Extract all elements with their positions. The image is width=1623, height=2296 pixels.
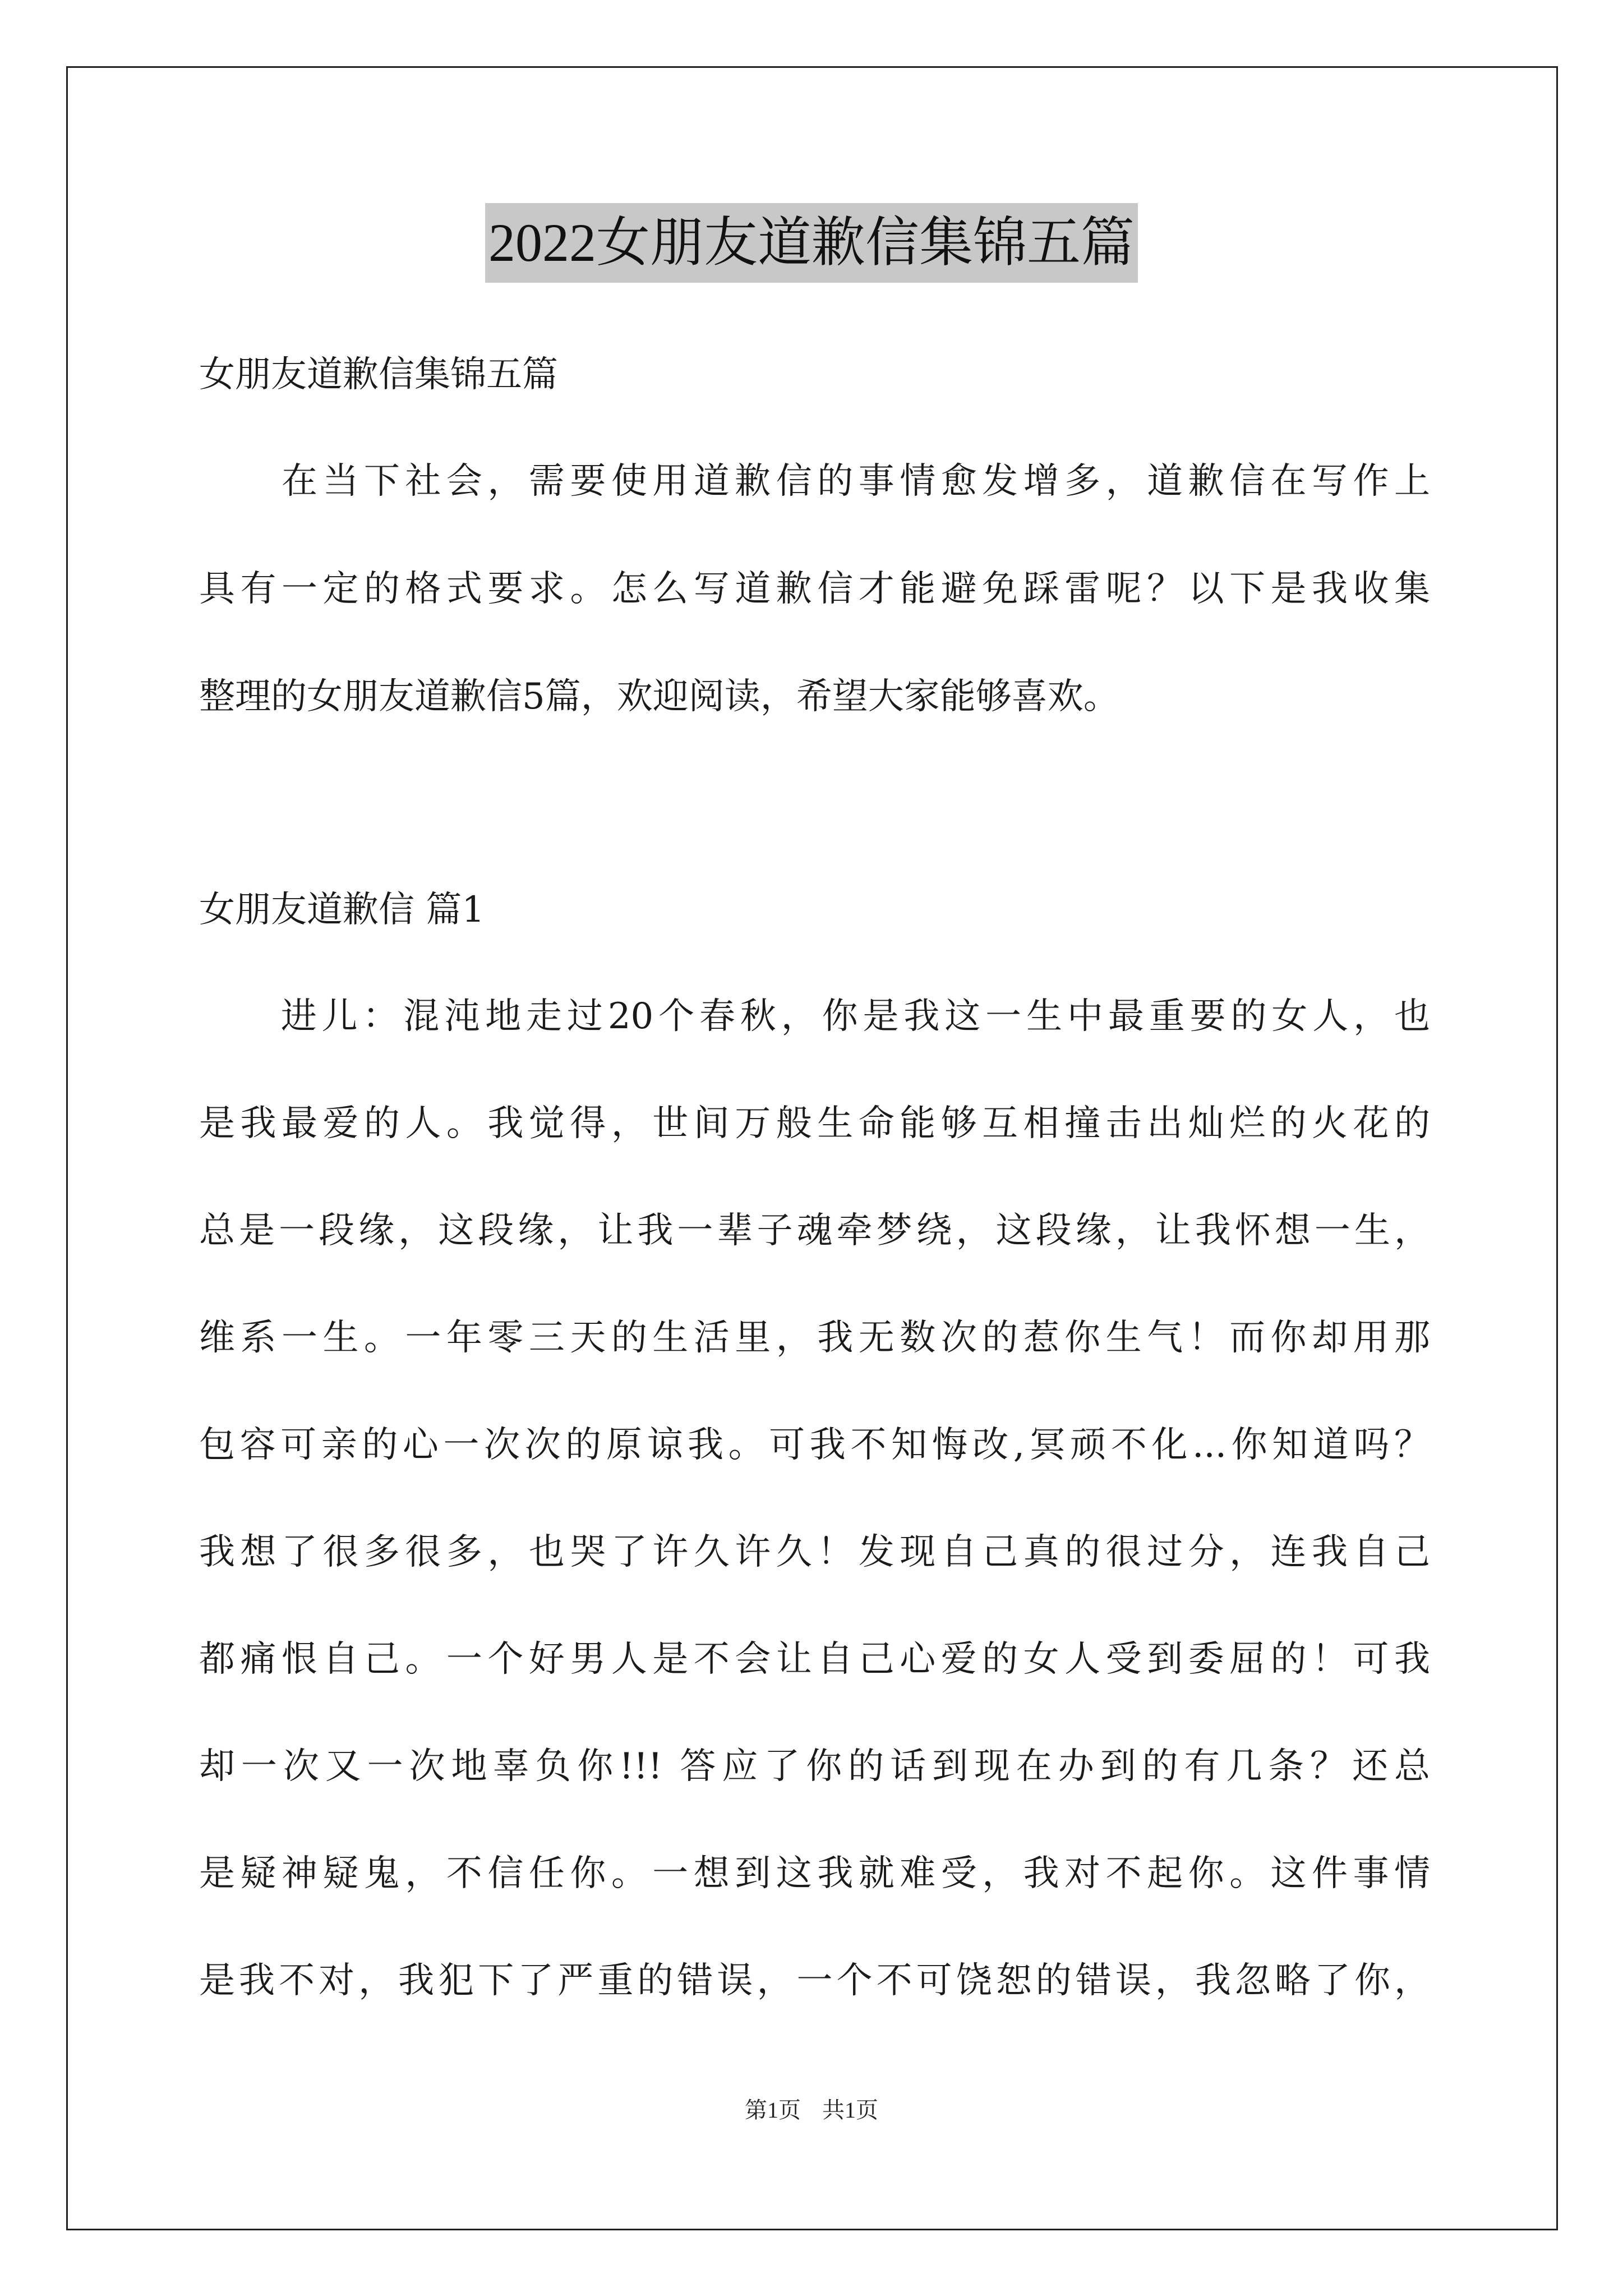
section-line-8: 却一次又一次地辜负你!!! 答应了你的话到现在办到的有几条？还总 [199, 1746, 1430, 1787]
section-line-9: 是疑神疑鬼，不信任你。一想到这我就难受，我对不起你。这件事情 [199, 1853, 1430, 1894]
section-line-3: 总是一段缘，这段缘，让我一辈子魂牵梦绕，这段缘，让我怀想一生， [199, 1210, 1430, 1251]
page-footer [0, 2092, 1623, 2124]
title-container [0, 203, 1623, 283]
section-line-2: 是我最爱的人。我觉得，世间万般生命能够互相撞击出灿烂的火花的 [199, 1103, 1430, 1144]
page-total: 共1页 [822, 2097, 878, 2123]
section-line-5: 包容可亲的心一次次的原谅我。可我不知悔改,冥顽不化...你知道吗？ [199, 1424, 1430, 1466]
section-line-6: 我想了很多很多，也哭了许久许久！发现自己真的很过分，连我自己 [199, 1531, 1430, 1573]
section-heading: 女朋友道歉信 篇1 [199, 889, 485, 931]
subtitle: 女朋友道歉信集锦五篇 [199, 354, 558, 395]
section-line-10: 是我不对，我犯下了严重的错误，一个不可饶恕的错误，我忽略了你， [199, 1960, 1430, 2001]
intro-line-2: 具有一定的格式要求。怎么写道歉信才能避免踩雷呢？以下是我收集 [199, 568, 1430, 610]
section-line-1: 进儿：混沌地走过20个春秋，你是我这一生中最重要的女人，也 [199, 996, 1430, 1037]
section-line-7: 都痛恨自己。一个好男人是不会让自己心爱的女人受到委屈的！可我 [199, 1639, 1430, 1680]
document-title: 2022女朋友道歉信集锦五篇 [485, 203, 1138, 283]
intro-line-3: 整理的女朋友道歉信5篇，欢迎阅读，希望大家能够喜欢。 [199, 676, 1119, 717]
page-number: 第1页 [745, 2097, 801, 2123]
intro-line-1: 在当下社会，需要使用道歉信的事情愈发增多，道歉信在写作上 [199, 461, 1430, 502]
section-line-4: 维系一生。一年零三天的生活里，我无数次的惹你生气！而你却用那 [199, 1317, 1430, 1359]
